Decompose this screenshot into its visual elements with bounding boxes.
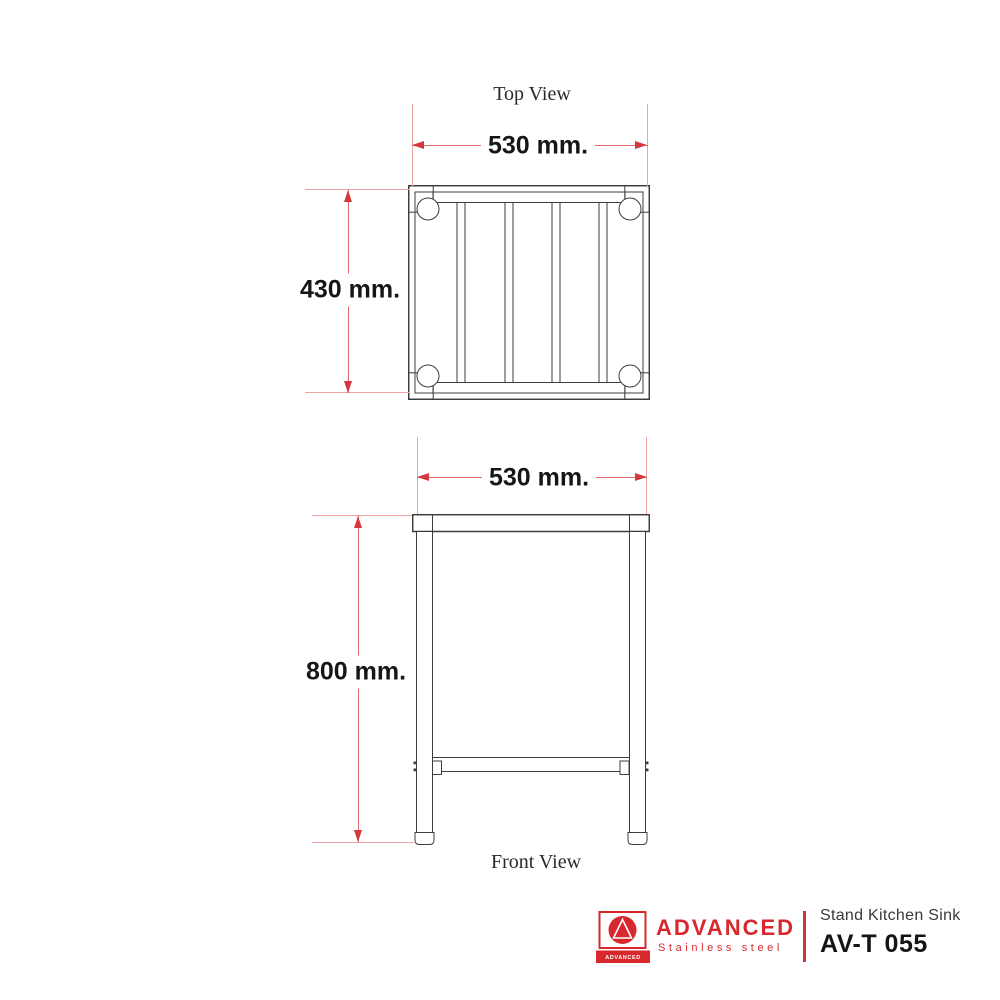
brand-name: ADVANCED xyxy=(656,915,796,940)
right-foot xyxy=(628,833,647,845)
advanced-logo-icon xyxy=(596,910,650,964)
extension-line xyxy=(305,392,410,393)
extension-line xyxy=(305,189,410,190)
top-view-width-label: 530 mm. xyxy=(481,130,595,163)
arrowhead-right-icon xyxy=(635,473,647,481)
arrowhead-up-icon xyxy=(344,190,352,202)
front-view-height-label: 800 mm. xyxy=(299,656,413,689)
top-view-title: Top View xyxy=(493,83,571,105)
brace-bracket-left xyxy=(433,761,442,775)
arrowhead-down-icon xyxy=(354,830,362,842)
top-view-drawing xyxy=(408,185,650,400)
extension-line xyxy=(312,515,412,516)
arrowhead-right-icon xyxy=(635,141,647,149)
frame-outer xyxy=(409,186,650,400)
brand-tagline: Stainless steel xyxy=(658,942,783,954)
bottom-rail xyxy=(433,383,625,394)
extension-line xyxy=(312,842,414,843)
product-name: Stand Kitchen Sink xyxy=(820,907,961,924)
arrowhead-left-icon xyxy=(417,473,429,481)
top-rail xyxy=(433,192,625,203)
left-leg xyxy=(417,532,433,833)
left-foot xyxy=(415,833,434,845)
product-model-code: AV-T 055 xyxy=(820,930,928,958)
front-view-drawing xyxy=(412,514,650,845)
logo-badge-text: ADVANCED xyxy=(605,955,641,961)
top-view-height-label: 430 mm. xyxy=(293,274,407,307)
corner-plates xyxy=(409,186,650,400)
arrowhead-down-icon xyxy=(344,381,352,393)
arrowhead-up-icon xyxy=(354,516,362,528)
table-top-joints xyxy=(433,515,630,532)
arrowhead-left-icon xyxy=(412,141,424,149)
frame-inner xyxy=(415,192,643,393)
divider xyxy=(803,911,806,962)
shelf-slats xyxy=(457,203,607,383)
right-leg xyxy=(630,532,646,833)
cross-brace xyxy=(433,758,630,772)
brace-bracket-right xyxy=(620,761,629,775)
front-view-width-label: 530 mm. xyxy=(482,462,596,495)
front-view-title: Front View xyxy=(490,851,582,873)
table-top xyxy=(413,515,650,532)
